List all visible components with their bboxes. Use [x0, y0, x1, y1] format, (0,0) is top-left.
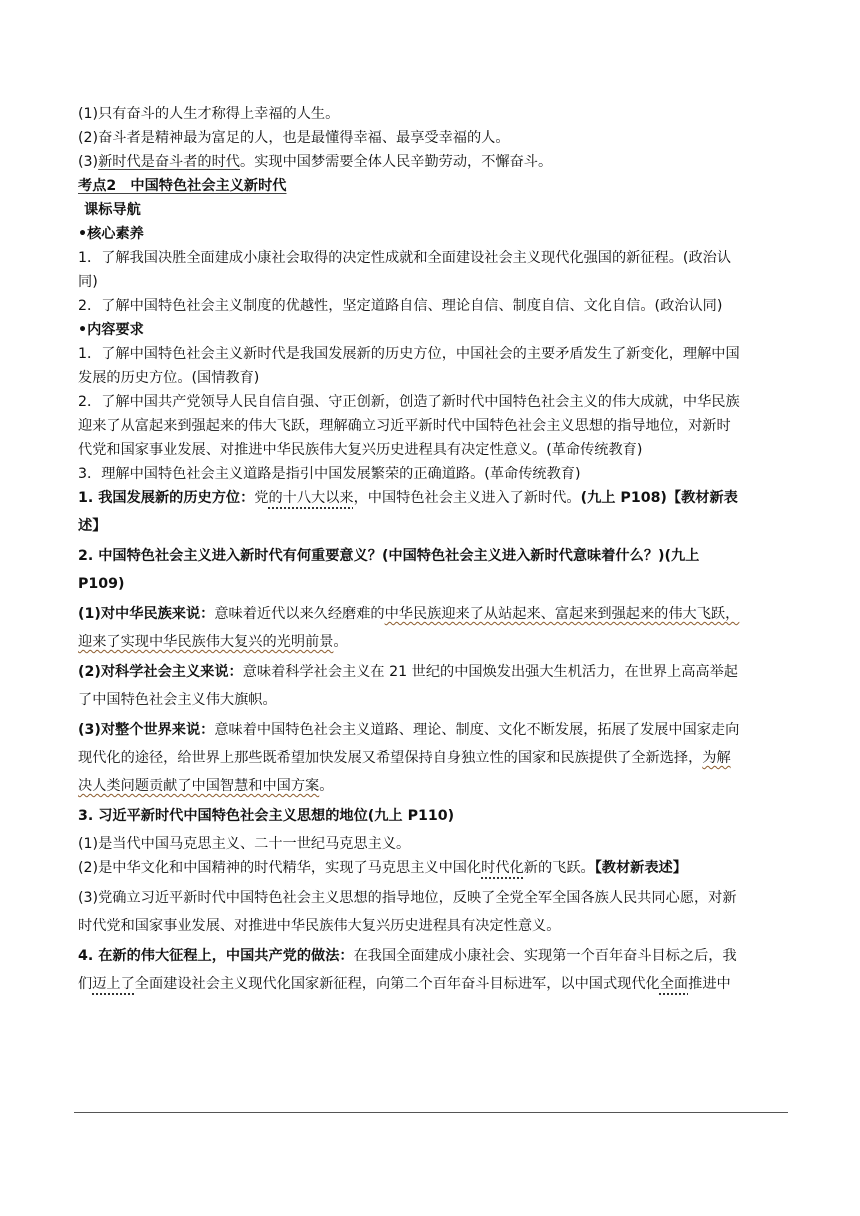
q2b-label: (2)对科学社会主义来说： [78, 664, 243, 680]
point-1: (1)只有奋斗的人生才称得上幸福的人生。 [78, 106, 340, 122]
q2c-wavy-2: 决人类问题贡献了中国智慧和中国方案 [78, 778, 320, 794]
q3b-tag: 【教材新表述】 [594, 860, 687, 876]
point-2: (2)奋斗者是精神最为富足的人，也是最懂得幸福、最享受幸福的人。 [78, 130, 510, 146]
q2a-end: 。 [333, 634, 348, 650]
q2c-text: 意味着中国特色社会主义道路、理论、制度、文化不断发展，拓展了发展中国家走向 [214, 722, 740, 738]
q4-line-2 [78, 974, 786, 994]
req-line-2b: 迎来了从富起来到强起来的伟大飞跃，理解确立习近平新时代中国特色社会主义思想的指导地位，对新时 [78, 418, 731, 434]
q2a-wavy-2: 迎来了实现中华民族伟大复兴的光明前景 [78, 634, 334, 650]
q4-text: 在我国全面建成小康社会、实现第一个百年奋斗目标之后，我 [353, 948, 737, 964]
q2a-wavy-1: 中华民族迎来了从站起来、富起来到强起来的伟大飞跃， [384, 606, 740, 622]
q1-emphasis: 的十八大以来 [268, 490, 354, 506]
q2c-label: (3)对整个世界来说： [78, 722, 215, 738]
req-line-3: 3．理解中国特色社会主义道路是指引中国发展繁荣的正确道路。(革命传统教育) [78, 466, 581, 482]
section-title [78, 176, 786, 196]
q2-line-1: 2. 中国特色社会主义进入新时代有何重要意义？(中国特色社会主义进入新时代意味着什么？)(九上 [78, 548, 700, 564]
req-line-1: 1．了解中国特色社会主义新时代是我国发展新的历史方位，中国社会的主要矛盾发生了新变化，理解中国 [78, 346, 740, 362]
q3-point-3-line-1: (3)党确立习近平新时代中国特色社会主义思想的指导地位，反映了全党全军全国各族人民共同心愿，对新 [78, 890, 737, 906]
q4-emphasis-2: 全面 [659, 976, 689, 992]
core-line-1: 1．了解我国决胜全面建成小康社会取得的决定性成就和全面建设社会主义现代化强国的新征程。(政治认 [78, 250, 732, 266]
point-3-underlined: 新时代是奋斗者的时代 [98, 154, 240, 170]
q4-line-1 [78, 946, 786, 966]
core-line-2: 2．了解中国特色社会主义制度的优越性，坚定道路自信、理论自信、制度自信、文化自信。(政治认同) [78, 298, 723, 314]
core-title: •核心素养 [78, 226, 144, 242]
q2b-text: 意味着科学社会主义在 21 世纪的中国焕发出强大生机活力，在世界上高高举起 [242, 664, 738, 680]
q3b-text-2: 新的飞跃。 [523, 860, 595, 876]
q4-emphasis-1: 迈上了 [92, 976, 135, 992]
q3-point-1: (1)是当代中国马克思主义、二十一世纪马克思主义。 [78, 836, 411, 852]
core-line-1b: 同) [78, 274, 98, 290]
q1-text-a: 党 [254, 490, 269, 506]
section-title-text: 考点2 中国特色社会主义新时代 [78, 178, 287, 194]
req-title: •内容要求 [78, 322, 144, 338]
q1-text-b: ，中国特色社会主义进入了新时代。 [353, 490, 581, 506]
point-3-rest: 。实现中国梦需要全体人民辛勤劳动，不懈奋斗。 [240, 154, 553, 170]
q2b-line-2: 了中国特色社会主义伟大旗帜。 [78, 692, 277, 708]
q3-title: 3. 习近平新时代中国特色社会主义思想的地位(九上 P110) [78, 808, 455, 824]
document-page [78, 104, 786, 994]
q2-line-2: P109) [78, 576, 125, 592]
q4-text-a: 们 [78, 976, 93, 992]
req-line-2: 2．了解中国共产党领导人民自信自强、守正创新，创造了新时代中国特色社会主义的伟大成就，中华民族 [78, 394, 740, 410]
q2a-label: (1)对中华民族来说： [78, 606, 215, 622]
q2c-text-2: 现代化的途径，给世界上那些既希望加快发展又希望保持自身独立性的国家和民族提供了全新选择， [78, 750, 703, 766]
q2a-text: 意味着近代以来久经磨难的 [214, 606, 385, 622]
q2b-line-1 [78, 662, 786, 682]
point-3 [78, 152, 786, 172]
q1-heading: 1. 我国发展新的历史方位： [78, 490, 255, 506]
q3-point-2 [78, 858, 786, 878]
footer-rule [74, 1112, 788, 1113]
q3b-emphasis: 时代化 [481, 860, 524, 876]
q2a-line-2 [78, 632, 786, 652]
q2c-line-1 [78, 720, 786, 740]
q1-line-1 [78, 488, 786, 508]
q2c-wavy-1: 为解 [702, 750, 731, 766]
q1-reference: (九上 P108)【教材新表 [580, 490, 738, 506]
q2c-end: 。 [319, 778, 334, 794]
req-line-2c: 代党和国家事业发展、对推进中华民族伟大复兴历史进程具有决定性意义。(革命传统教育) [78, 442, 643, 458]
q3-point-3-line-2: 时代党和国家事业发展、对推进中华民族伟大复兴历史进程具有决定性意义。 [78, 918, 561, 934]
q2c-line-2 [78, 748, 786, 768]
q2c-line-3 [78, 776, 786, 796]
q4-heading: 4. 在新的伟大征程上，中国共产党的做法： [78, 948, 354, 964]
point-3-number: (3) [78, 154, 99, 170]
q4-text-c: 推进中 [688, 976, 731, 992]
q1-line-2: 述】 [78, 518, 107, 534]
q2a-line-1 [78, 604, 786, 624]
req-line-1b: 发展的历史方位。(国情教育) [78, 370, 260, 386]
q3b-text: (2)是中华文化和中国精神的时代精华，实现了马克思主义中国化 [78, 860, 482, 876]
q4-text-b: 全面建设社会主义现代化国家新征程，向第二个百年奋斗目标进军，以中国式现代化 [134, 976, 660, 992]
nav-title: 课标导航 [84, 202, 141, 218]
